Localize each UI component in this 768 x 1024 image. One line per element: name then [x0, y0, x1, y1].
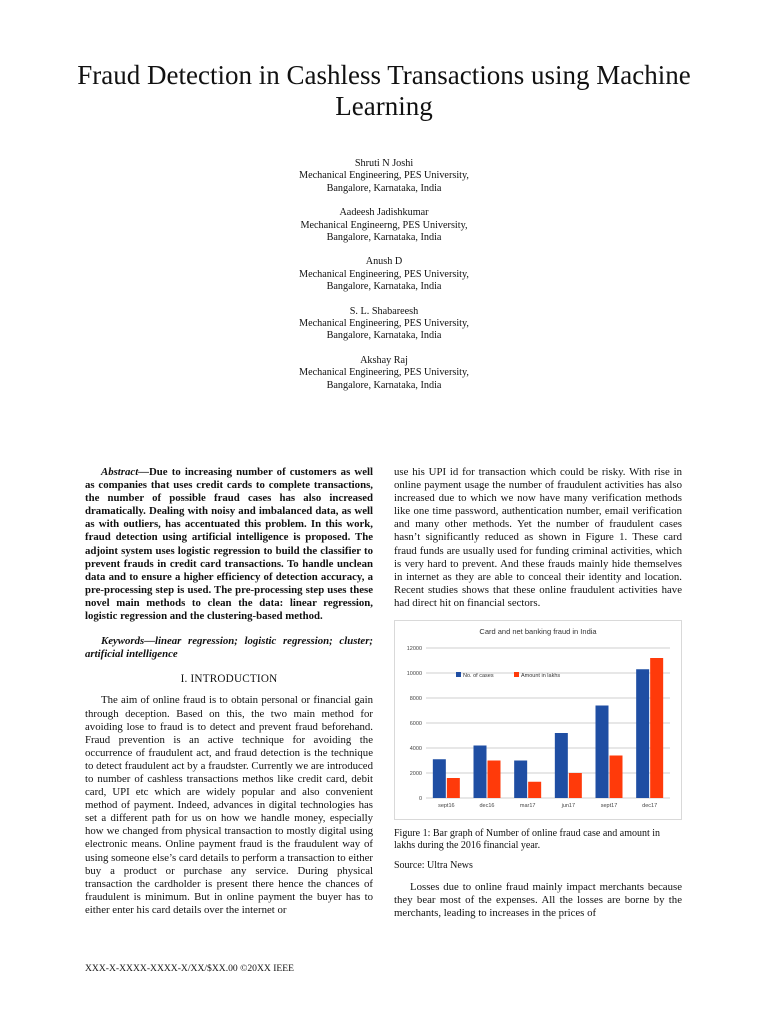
author-name: Shruti N Joshi — [354, 158, 414, 169]
author-location: Bangalore, Karnataka, India — [326, 330, 442, 342]
bar-cases — [514, 761, 527, 799]
author-block — [200, 355, 568, 392]
figure-1-chart — [394, 620, 682, 820]
legend-swatch — [456, 672, 461, 677]
y-tick-label: 10000 — [406, 671, 422, 678]
y-tick-label: 4000 — [409, 746, 422, 753]
figure-caption: Figure 1: Bar graph of Number of online fraud case and amount in lakhs during the 2016 financial year. — [394, 828, 661, 851]
left-column — [85, 466, 373, 917]
x-tick-label: dec17 — [642, 803, 658, 810]
author-block — [200, 306, 568, 343]
legend-swatch — [514, 672, 519, 677]
author-affiliation: Mechanical Engineerng, PES University, — [300, 219, 468, 231]
intro-paragraph: The aim of online fraud is to obtain personal or financial gain through deception. Based on this, the two main method for avoiding lose to fraud is to detect and prevent fraud beforehand. Fraud prevention is an active technique for avoiding the occurrence of fraudulent act, and fraud detection is the technique to detect fraudulent act by a fraudster. Currently we are introduced to number of cashless transactions methos like credit card, debit card, UPI etc which are widely popular and also convenient method of payment. Indeed, advances in digital technologies has set a different path for us on how we handle money, especially how we changed from physical transaction to mostly digital using electronic means. Online payment fraud is the fraudulent way of using someone else’s card details to perform a transaction to either buy a product or purchase any service. During physical transaction the cardholder is present there hence the chances of fraudulent is minimum. But in online payment the buyer has to either enter his card details over the internet or — [85, 694, 373, 916]
author-block — [200, 256, 568, 293]
author-location: Bangalore, Karnataka, India — [326, 281, 442, 293]
bar-amount — [488, 761, 501, 799]
author-affiliation: Mechanical Engineering, PES University, — [299, 367, 469, 379]
author-affiliation: Mechanical Engineering, PES University, — [299, 318, 469, 330]
author-affiliation: Mechanical Engineering, PES University, — [299, 170, 469, 182]
bar-amount — [528, 782, 541, 798]
bar-amount — [610, 756, 623, 799]
author-location: Bangalore, Karnataka, India — [326, 232, 442, 244]
abstract — [85, 466, 373, 623]
author-list — [200, 158, 568, 404]
x-tick-label: sept17 — [600, 803, 618, 810]
abstract-label: Abstract— — [101, 466, 149, 478]
x-tick-label: dec16 — [479, 803, 495, 810]
y-tick-label: 0 — [418, 796, 422, 803]
author-name: Aadeesh Jadishkumar — [339, 207, 429, 219]
bar-cases — [596, 706, 609, 799]
bar-cases — [474, 746, 487, 799]
y-tick-label: 2000 — [409, 771, 422, 778]
legend-label: Amount in lakhs — [521, 673, 561, 680]
x-tick-label: sept16 — [438, 803, 455, 810]
abstract-text: Due to increasing number of customers as well as companies that uses credit cards to complete transactions, the number of possible fraud cases has also increased dramatically. Dealing with noisy and imbalanced data, as well as with outliers, has accentuated this problem. In this work, fraud detection using artificial intelligence is proposed. The adjoint system uses logistic regression to build the classifier to prevent frauds in credit card transactions. To handle unclean data and to ensure a higher efficiency of detection accuracy, a pre-processing step is used. The pre-processing step uses these novel main methods to clean the data: linear regression, logistic regression and the clustering-based method. — [85, 466, 373, 623]
x-tick-label: mar17 — [519, 803, 536, 810]
bar-cases — [433, 759, 446, 798]
keywords: Keywords—linear regression; logistic regression; cluster; artificial intelligence — [85, 635, 373, 661]
bar-chart — [394, 620, 682, 820]
bar-cases — [636, 669, 649, 798]
x-tick-label: jun17 — [561, 803, 576, 810]
legend-label: No. of cases — [463, 673, 494, 680]
figure-source: Source: Ultra News — [394, 859, 473, 871]
paper-title: Fraud Detection in Cashless Transactions using Machine Learning — [77, 60, 691, 121]
author-name: Akshay Raj — [360, 354, 408, 366]
section-heading: I. INTRODUCTION — [180, 673, 278, 686]
y-tick-label: 12000 — [406, 646, 422, 653]
author-affiliation: Mechanical Engineering, PES University, — [299, 268, 469, 280]
author-location: Bangalore, Karnataka, India — [326, 379, 442, 391]
chart-title: Card and net banking fraud in India — [479, 627, 597, 637]
bar-amount — [447, 778, 460, 798]
y-tick-label: 6000 — [409, 721, 422, 728]
footer-copyright: XXX-X-XXXX-XXXX-X/XX/$XX.00 ©20XX IEEE — [85, 963, 294, 974]
y-tick-label: 8000 — [409, 696, 422, 703]
author-block — [200, 207, 568, 244]
bar-amount — [650, 658, 663, 798]
author-block — [200, 158, 568, 195]
bar-cases — [555, 733, 568, 798]
body-paragraph: use his UPI id for transaction which could be risky. With rise in online payment usage the number of fraudulent activities has also increased due to which we now have many verification methods like one time password, authentication number, email verification and many other methods. Yet the number of fraudulent cases hasn’t significantly reduced as shown in Figure 1. These card fraud funds are usually used for funding criminal activities, which is very hard to prevent. And these frauds mainly hide themselves in internet as they are able to conceal their identity and location. Recent studies shows that these online fraudulent activities have had direct hit on financial sectors. — [394, 466, 682, 609]
author-location: Bangalore, Karnataka, India — [326, 182, 442, 194]
author-name: S. L. Shabareesh — [349, 305, 419, 317]
losses-paragraph: Losses due to online fraud mainly impact merchants because they bear most of the expenses. All the losses are borne by the merchants, leading to increases in the prices of — [394, 880, 682, 919]
author-name: Anush D — [365, 256, 403, 268]
bar-amount — [569, 773, 582, 798]
right-column — [394, 466, 682, 920]
